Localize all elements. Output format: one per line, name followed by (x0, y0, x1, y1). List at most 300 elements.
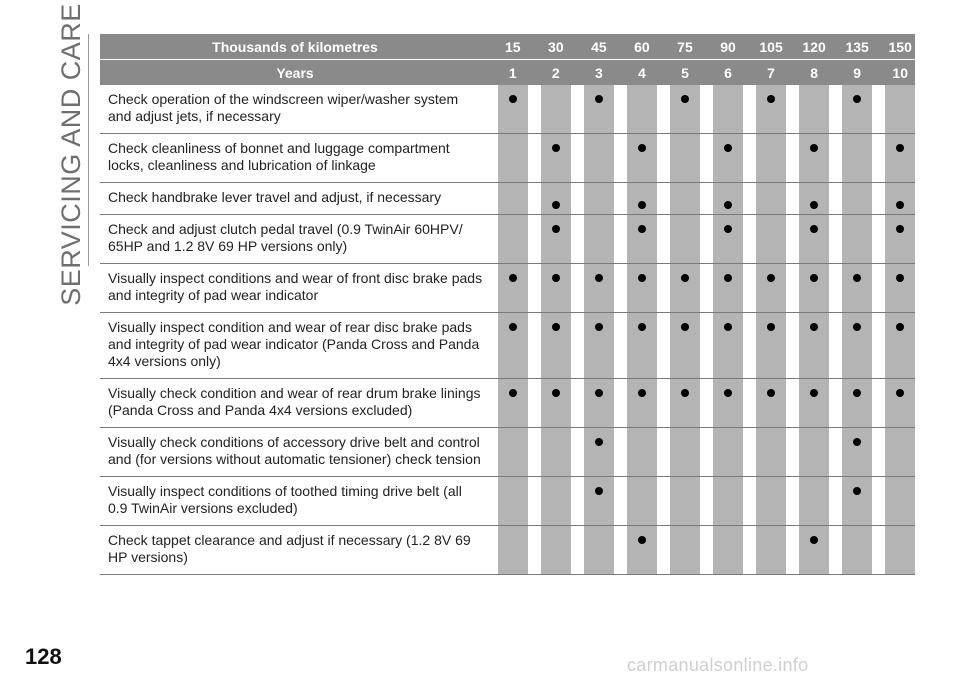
interval-gap (872, 215, 886, 264)
schedule-row (100, 264, 915, 313)
scheduled-dot-icon (853, 487, 861, 495)
interval-cell (670, 264, 700, 313)
scheduled-dot-icon (853, 95, 861, 103)
interval-gap (528, 264, 542, 313)
interval-gap (528, 85, 542, 134)
interval-cell (799, 526, 829, 575)
interval-gap (528, 477, 542, 526)
interval-cell (541, 313, 571, 379)
interval-gap (614, 526, 628, 575)
interval-cell (627, 183, 657, 215)
schedule-row (100, 215, 915, 264)
interval-cell (713, 134, 743, 183)
scheduled-dot-icon (896, 274, 904, 282)
header-year-value: 8 (799, 60, 829, 86)
interval-gap (614, 313, 628, 379)
scheduled-dot-icon (638, 274, 646, 282)
interval-cell (799, 85, 829, 134)
interval-gap (786, 85, 800, 134)
interval-cell (713, 428, 743, 477)
scheduled-dot-icon (552, 225, 560, 233)
header-km-label: Thousands of kilometres (100, 34, 490, 60)
interval-gap (571, 85, 585, 134)
interval-cell (885, 134, 915, 183)
interval-cell (584, 379, 614, 428)
scheduled-dot-icon (638, 323, 646, 331)
interval-cell (627, 134, 657, 183)
header-spacer (490, 60, 498, 86)
header-gap (528, 34, 542, 60)
scheduled-dot-icon (638, 225, 646, 233)
interval-gap (786, 264, 800, 313)
interval-gap (657, 313, 671, 379)
interval-gap (657, 85, 671, 134)
scheduled-dot-icon (810, 201, 818, 209)
scheduled-dot-icon (810, 144, 818, 152)
interval-cell (498, 313, 528, 379)
interval-gap (657, 379, 671, 428)
interval-cell (541, 264, 571, 313)
header-year-value: 6 (713, 60, 743, 86)
interval-cell (670, 526, 700, 575)
interval-gap (571, 313, 585, 379)
interval-cell (541, 428, 571, 477)
interval-cell (584, 134, 614, 183)
interval-cell (799, 183, 829, 215)
interval-cell (713, 477, 743, 526)
header-gap (614, 34, 628, 60)
operation-description: Check and adjust clutch pedal travel (0.9 TwinAir 60HPV/ 65HP and 1.2 8V 69 HP versions only) (108, 221, 463, 254)
maintenance-schedule-table (100, 34, 915, 575)
operation-description: Check cleanliness of bonnet and luggage compartment locks, cleanliness and lubrication of linkage (108, 140, 450, 173)
scheduled-dot-icon (552, 389, 560, 397)
interval-gap (786, 477, 800, 526)
scheduled-dot-icon (767, 389, 775, 397)
interval-cell (799, 428, 829, 477)
header-gap (829, 34, 843, 60)
interval-gap (872, 477, 886, 526)
interval-cell (799, 313, 829, 379)
interval-cell (756, 379, 786, 428)
header-gap (872, 34, 886, 60)
operation-description: Visually inspect conditions of toothed timing drive belt (all 0.9 TwinAir versions excluded) (108, 483, 462, 516)
scheduled-dot-icon (595, 95, 603, 103)
interval-cell (756, 215, 786, 264)
scheduled-dot-icon (552, 323, 560, 331)
interval-gap (743, 379, 757, 428)
interval-gap (872, 379, 886, 428)
interval-cell (713, 85, 743, 134)
column-spacer (490, 313, 498, 379)
interval-gap (528, 428, 542, 477)
header-gap (657, 60, 671, 86)
scheduled-dot-icon (724, 389, 732, 397)
column-spacer (490, 477, 498, 526)
interval-gap (743, 85, 757, 134)
scheduled-dot-icon (810, 274, 818, 282)
interval-cell (756, 313, 786, 379)
interval-cell (498, 526, 528, 575)
interval-cell (670, 313, 700, 379)
interval-gap (786, 183, 800, 215)
section-title (55, 2, 87, 306)
interval-cell (756, 526, 786, 575)
scheduled-dot-icon (638, 536, 646, 544)
interval-cell (756, 428, 786, 477)
interval-cell (627, 264, 657, 313)
interval-gap (786, 313, 800, 379)
interval-cell (670, 215, 700, 264)
column-spacer (490, 379, 498, 428)
interval-cell (498, 134, 528, 183)
interval-gap (657, 134, 671, 183)
header-gap (829, 60, 843, 86)
interval-gap (700, 379, 714, 428)
scheduled-dot-icon (681, 389, 689, 397)
interval-cell (541, 215, 571, 264)
interval-cell (713, 379, 743, 428)
interval-cell (541, 85, 571, 134)
header-gap (743, 34, 757, 60)
header-gap (657, 34, 671, 60)
interval-cell (842, 477, 872, 526)
schedule-row (100, 183, 915, 215)
scheduled-dot-icon (724, 201, 732, 209)
scheduled-dot-icon (595, 438, 603, 446)
header-year-value: 10 (885, 60, 915, 86)
interval-gap (829, 379, 843, 428)
scheduled-dot-icon (509, 95, 517, 103)
interval-gap (614, 379, 628, 428)
interval-gap (829, 85, 843, 134)
interval-gap (657, 264, 671, 313)
interval-gap (571, 526, 585, 575)
interval-cell (885, 215, 915, 264)
interval-cell (498, 183, 528, 215)
scheduled-dot-icon (638, 389, 646, 397)
interval-gap (657, 526, 671, 575)
operation-description: Visually inspect conditions and wear of front disc brake pads and integrity of pad wear indicator (108, 270, 483, 303)
schedule-row (100, 428, 915, 477)
interval-gap (786, 215, 800, 264)
column-spacer (490, 134, 498, 183)
interval-gap (700, 313, 714, 379)
interval-gap (786, 428, 800, 477)
interval-cell (885, 85, 915, 134)
header-years-label: Years (100, 60, 490, 86)
interval-cell (498, 428, 528, 477)
header-km-value: 135 (842, 34, 872, 60)
schedule-row (100, 134, 915, 183)
scheduled-dot-icon (595, 389, 603, 397)
interval-cell (584, 85, 614, 134)
interval-gap (614, 264, 628, 313)
interval-gap (829, 264, 843, 313)
interval-cell (713, 313, 743, 379)
scheduled-dot-icon (853, 438, 861, 446)
interval-gap (528, 526, 542, 575)
interval-gap (872, 428, 886, 477)
header-km-value: 45 (584, 34, 614, 60)
interval-gap (743, 183, 757, 215)
interval-cell (498, 264, 528, 313)
interval-cell (584, 428, 614, 477)
scheduled-dot-icon (681, 323, 689, 331)
scheduled-dot-icon (896, 389, 904, 397)
interval-cell (842, 313, 872, 379)
interval-cell (627, 477, 657, 526)
header-row-years (100, 60, 915, 86)
scheduled-dot-icon (896, 323, 904, 331)
interval-cell (885, 264, 915, 313)
scheduled-dot-icon (552, 201, 560, 209)
interval-gap (528, 183, 542, 215)
header-gap (614, 60, 628, 86)
header-gap (700, 60, 714, 86)
header-km-value: 120 (799, 34, 829, 60)
interval-gap (872, 85, 886, 134)
interval-cell (584, 477, 614, 526)
interval-gap (571, 428, 585, 477)
scheduled-dot-icon (595, 323, 603, 331)
page-number: 128 (25, 644, 62, 669)
header-gap (571, 34, 585, 60)
interval-gap (700, 526, 714, 575)
interval-cell (627, 85, 657, 134)
interval-gap (528, 313, 542, 379)
header-gap (571, 60, 585, 86)
scheduled-dot-icon (724, 274, 732, 282)
interval-gap (872, 264, 886, 313)
interval-gap (786, 134, 800, 183)
scheduled-dot-icon (509, 274, 517, 282)
header-km-value: 60 (627, 34, 657, 60)
interval-cell (756, 134, 786, 183)
interval-gap (614, 477, 628, 526)
scheduled-dot-icon (509, 389, 517, 397)
interval-gap (657, 215, 671, 264)
header-row-kilometres (100, 34, 915, 60)
interval-cell (498, 215, 528, 264)
interval-gap (700, 428, 714, 477)
interval-gap (743, 134, 757, 183)
interval-cell (842, 428, 872, 477)
scheduled-dot-icon (810, 225, 818, 233)
interval-gap (743, 215, 757, 264)
interval-cell (584, 264, 614, 313)
header-year-value: 1 (498, 60, 528, 86)
interval-cell (799, 134, 829, 183)
interval-cell (584, 526, 614, 575)
scheduled-dot-icon (810, 536, 818, 544)
interval-cell (842, 379, 872, 428)
interval-cell (584, 313, 614, 379)
interval-cell (584, 215, 614, 264)
scheduled-dot-icon (810, 389, 818, 397)
interval-gap (743, 428, 757, 477)
interval-cell (670, 134, 700, 183)
interval-cell (713, 264, 743, 313)
interval-gap (743, 264, 757, 313)
column-spacer (490, 183, 498, 215)
interval-cell (541, 183, 571, 215)
interval-cell (885, 428, 915, 477)
interval-gap (829, 526, 843, 575)
schedule-row (100, 379, 915, 428)
interval-gap (657, 477, 671, 526)
section-title-text: SERVICING AND CARE (55, 2, 86, 306)
scheduled-dot-icon (896, 225, 904, 233)
header-km-value: 90 (713, 34, 743, 60)
header-gap (786, 34, 800, 60)
interval-cell (713, 183, 743, 215)
interval-cell (799, 379, 829, 428)
column-spacer (490, 215, 498, 264)
interval-cell (541, 526, 571, 575)
interval-cell (799, 264, 829, 313)
interval-gap (571, 379, 585, 428)
section-divider (88, 34, 89, 266)
interval-cell (756, 264, 786, 313)
interval-gap (528, 134, 542, 183)
operation-description: Visually inspect condition and wear of rear disc brake pads and integrity of pad wear indicator (Panda Cross and Panda 4x4 versions only) (108, 319, 480, 369)
interval-cell (756, 85, 786, 134)
header-km-value: 150 (885, 34, 915, 60)
interval-gap (872, 134, 886, 183)
interval-cell (842, 215, 872, 264)
interval-cell (885, 313, 915, 379)
scheduled-dot-icon (724, 323, 732, 331)
interval-gap (829, 134, 843, 183)
interval-gap (571, 477, 585, 526)
interval-cell (842, 134, 872, 183)
interval-gap (786, 526, 800, 575)
interval-gap (872, 313, 886, 379)
interval-cell (584, 183, 614, 215)
scheduled-dot-icon (896, 201, 904, 209)
scheduled-dot-icon (595, 487, 603, 495)
interval-gap (571, 215, 585, 264)
interval-cell (627, 526, 657, 575)
interval-gap (528, 379, 542, 428)
scheduled-dot-icon (595, 274, 603, 282)
interval-cell (885, 183, 915, 215)
header-gap (700, 34, 714, 60)
header-km-value: 30 (541, 34, 571, 60)
interval-gap (700, 215, 714, 264)
interval-gap (571, 183, 585, 215)
scheduled-dot-icon (638, 201, 646, 209)
header-gap (872, 60, 886, 86)
interval-gap (786, 379, 800, 428)
interval-cell (842, 85, 872, 134)
header-gap (786, 60, 800, 86)
interval-cell (799, 477, 829, 526)
interval-gap (700, 134, 714, 183)
interval-gap (614, 85, 628, 134)
interval-cell (842, 183, 872, 215)
header-km-value: 75 (670, 34, 700, 60)
interval-cell (498, 379, 528, 428)
header-year-value: 2 (541, 60, 571, 86)
header-year-value: 3 (584, 60, 614, 86)
interval-gap (829, 313, 843, 379)
interval-gap (743, 313, 757, 379)
scheduled-dot-icon (767, 95, 775, 103)
interval-cell (627, 215, 657, 264)
column-spacer (490, 264, 498, 313)
scheduled-dot-icon (810, 323, 818, 331)
header-year-value: 4 (627, 60, 657, 86)
interval-cell (670, 85, 700, 134)
interval-gap (829, 428, 843, 477)
scheduled-dot-icon (552, 144, 560, 152)
header-year-value: 5 (670, 60, 700, 86)
interval-cell (842, 526, 872, 575)
interval-gap (614, 428, 628, 477)
interval-cell (756, 477, 786, 526)
interval-cell (627, 428, 657, 477)
interval-gap (528, 215, 542, 264)
header-spacer (490, 34, 498, 60)
interval-gap (829, 183, 843, 215)
interval-cell (627, 379, 657, 428)
interval-cell (885, 477, 915, 526)
scheduled-dot-icon (767, 323, 775, 331)
scheduled-dot-icon (767, 274, 775, 282)
interval-gap (700, 85, 714, 134)
interval-gap (700, 183, 714, 215)
scheduled-dot-icon (681, 274, 689, 282)
interval-cell (541, 477, 571, 526)
interval-gap (657, 428, 671, 477)
scheduled-dot-icon (681, 95, 689, 103)
interval-gap (614, 215, 628, 264)
header-gap (528, 60, 542, 86)
scheduled-dot-icon (853, 323, 861, 331)
schedule-row (100, 85, 915, 134)
operation-description: Check operation of the windscreen wiper/washer system and adjust jets, if necessary (108, 91, 459, 124)
operation-description: Check handbrake lever travel and adjust, if necessary (108, 189, 442, 205)
schedule-row (100, 477, 915, 526)
interval-cell (541, 134, 571, 183)
scheduled-dot-icon (724, 144, 732, 152)
operation-description: Check tappet clearance and adjust if necessary (1.2 8V 69 HP versions) (108, 532, 471, 565)
interval-gap (614, 134, 628, 183)
interval-gap (829, 477, 843, 526)
interval-gap (743, 477, 757, 526)
watermark: carmanualsonline.info (627, 655, 809, 675)
scheduled-dot-icon (724, 225, 732, 233)
operation-description: Visually check conditions of accessory drive belt and control and (for versions without automatic tensioner) check tension (108, 434, 481, 467)
interval-cell (498, 85, 528, 134)
header-km-value: 105 (756, 34, 786, 60)
scheduled-dot-icon (552, 274, 560, 282)
interval-cell (670, 379, 700, 428)
interval-gap (700, 477, 714, 526)
interval-gap (657, 183, 671, 215)
column-spacer (490, 526, 498, 575)
column-spacer (490, 428, 498, 477)
interval-gap (872, 183, 886, 215)
header-km-value: 15 (498, 34, 528, 60)
column-spacer (490, 85, 498, 134)
interval-cell (670, 428, 700, 477)
interval-gap (571, 134, 585, 183)
interval-cell (498, 477, 528, 526)
schedule-row (100, 313, 915, 379)
interval-gap (614, 183, 628, 215)
